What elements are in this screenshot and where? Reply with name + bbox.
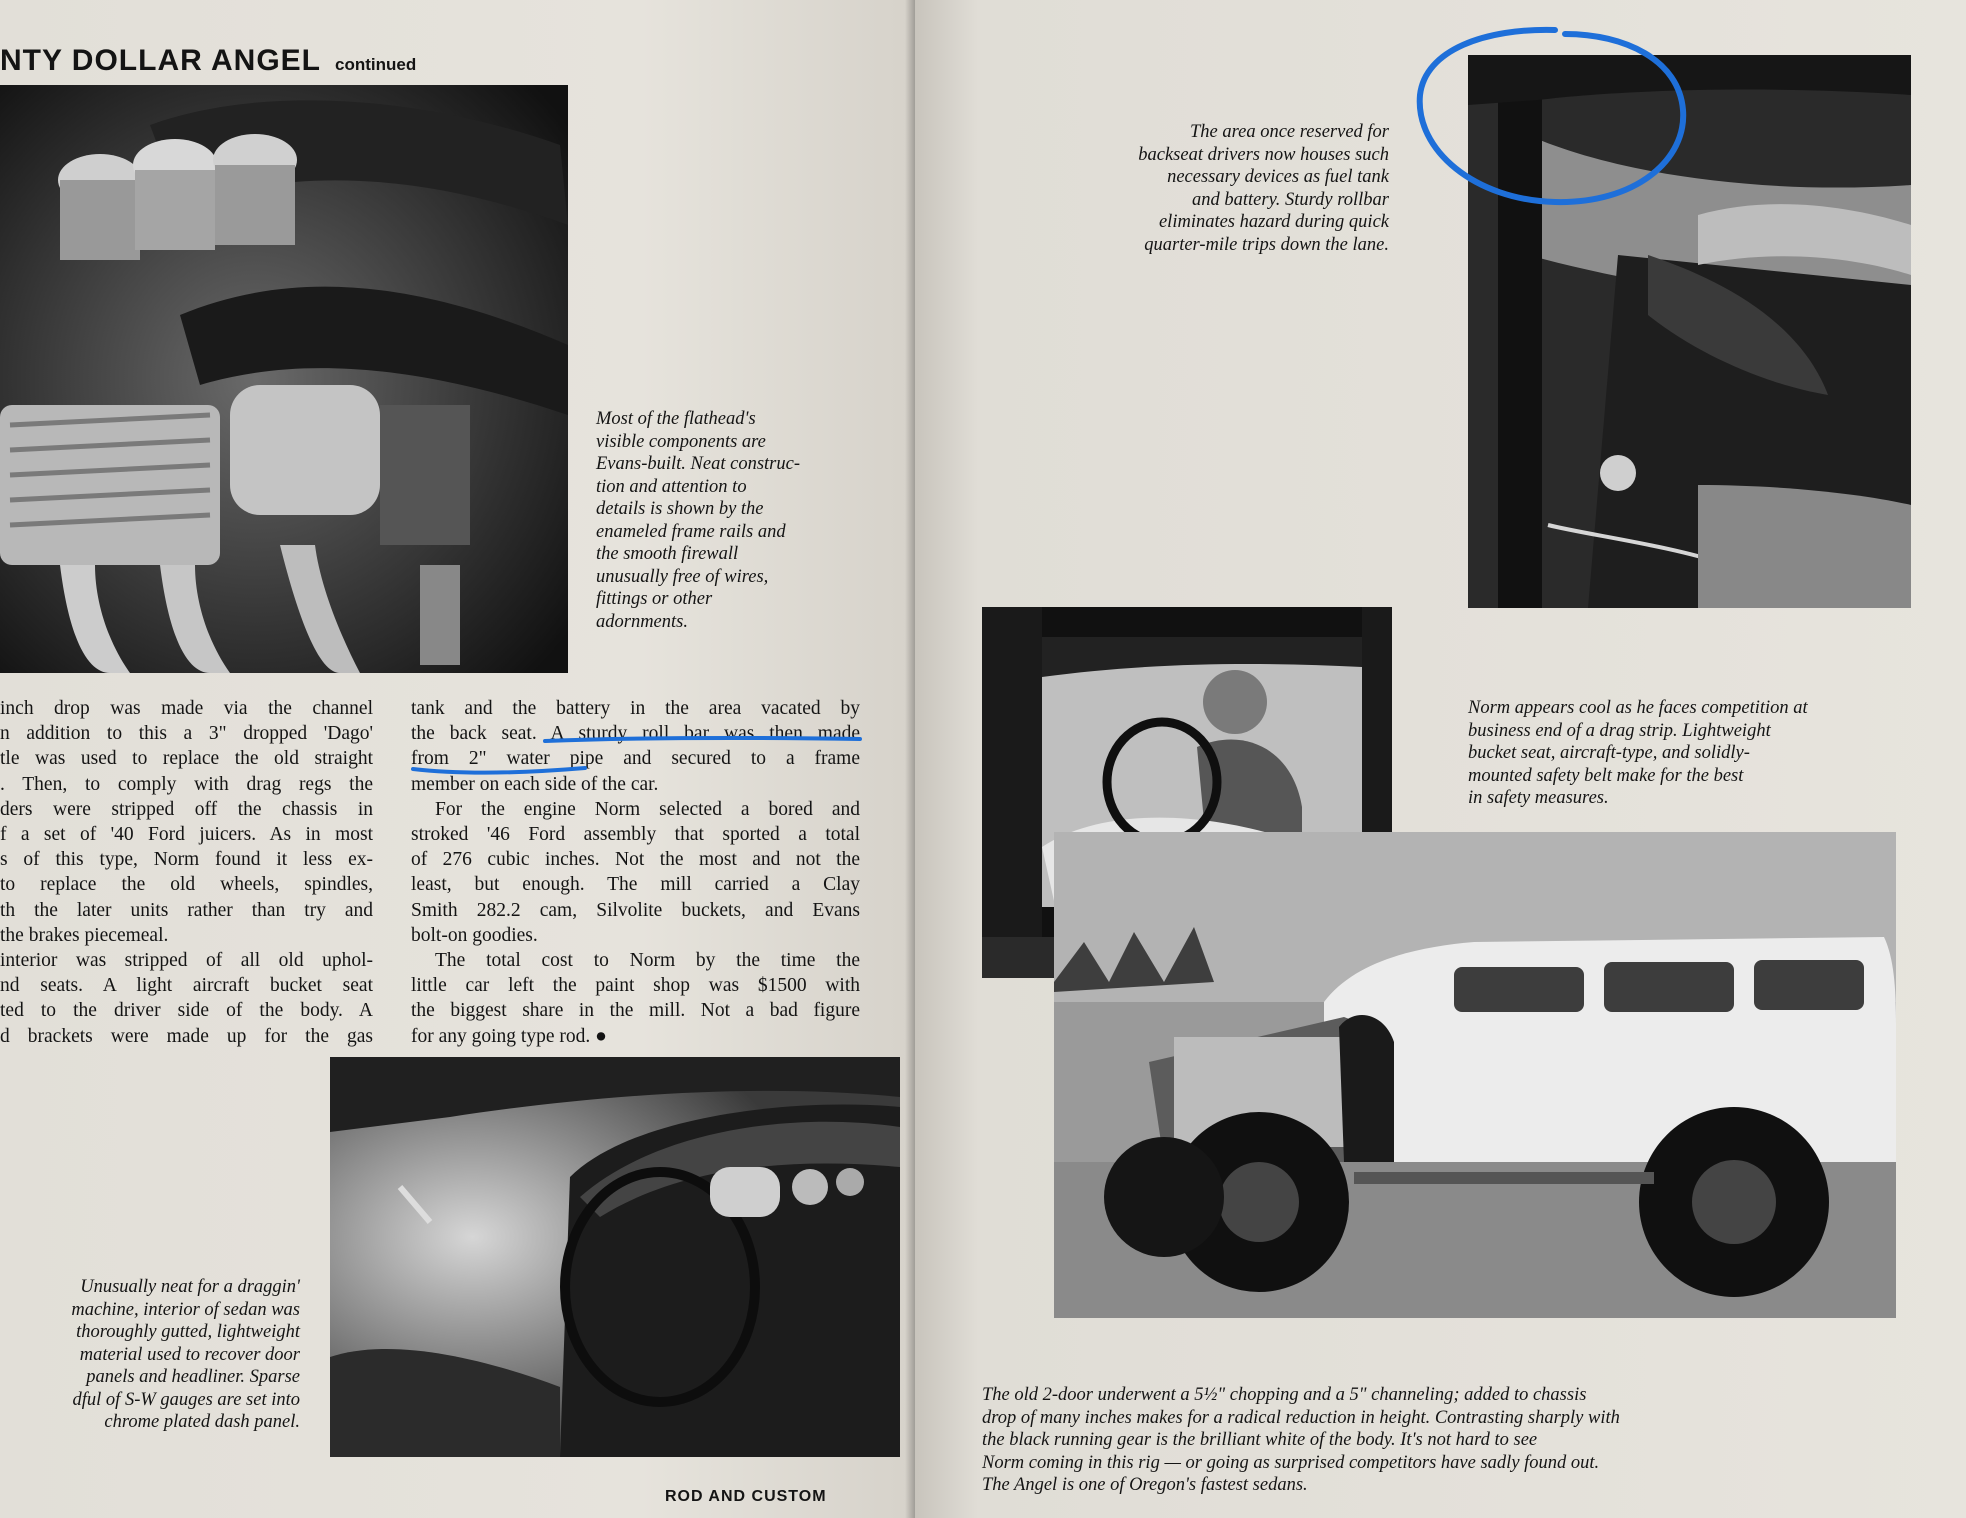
text-line: ted to the driver side of the body. A bbox=[0, 1000, 373, 1022]
caption-line: in safety measures. bbox=[1468, 788, 1609, 808]
caption-line: mounted safety belt make for the best bbox=[1468, 765, 1744, 786]
car-caption bbox=[982, 1384, 1620, 1497]
headline-text: NTY DOLLAR ANGEL bbox=[0, 44, 321, 77]
text-line: s of this type, Norm found it less ex- bbox=[0, 849, 373, 871]
caption-line: details is shown by the bbox=[596, 499, 764, 519]
text-line: ders were stripped off the chassis in bbox=[0, 798, 373, 820]
text-line: inch drop was made via the channel bbox=[0, 698, 373, 719]
text-line: tle was used to replace the old straight bbox=[0, 748, 373, 770]
text-line: For the engine Norm selected a bored and bbox=[435, 798, 860, 820]
magazine-footer: ROD AND CUSTOM bbox=[665, 1488, 827, 1505]
text-line: interior was stripped of all old uphol- bbox=[0, 950, 373, 972]
rollbar-caption bbox=[915, 121, 1389, 256]
text-line: f a set of '40 Ford juicers. As in most bbox=[0, 824, 373, 846]
caption-line: enameled frame rails and bbox=[596, 521, 786, 542]
text-line: bolt-on goodies. bbox=[411, 924, 538, 946]
caption-line: drop of many inches makes for a radical reduction in height. Contrasting sharply with bbox=[982, 1407, 1620, 1428]
engine-photo bbox=[0, 85, 568, 673]
caption-line: dful of S-W gauges are set into bbox=[72, 1389, 300, 1410]
caption-line: The area once reserved for bbox=[1190, 122, 1389, 142]
caption-line: Unusually neat for a draggin' bbox=[80, 1277, 300, 1297]
text-line: stroked '46 Ford assembly that sported a total bbox=[411, 824, 860, 846]
text-line: the back seat. A sturdy roll bar was then made bbox=[411, 723, 860, 745]
caption-line: chrome plated dash panel. bbox=[104, 1412, 300, 1432]
caption-line: fittings or other bbox=[596, 589, 713, 609]
article-headline bbox=[0, 44, 416, 78]
text-line: the biggest share in the mill. Not a bad figure bbox=[411, 1000, 860, 1022]
text-line: for any going type rod. ● bbox=[411, 1025, 607, 1047]
caption-line: unusually free of wires, bbox=[596, 566, 769, 587]
text-line: little car left the paint shop was $1500 with bbox=[411, 975, 860, 997]
caption-line: machine, interior of sedan was bbox=[71, 1299, 300, 1320]
caption-line: necessary devices as fuel tank bbox=[1167, 167, 1389, 187]
text-line: . Then, to comply with drag regs the bbox=[0, 773, 373, 795]
rollbar-photo bbox=[1468, 55, 1911, 608]
caption-line: visible components are bbox=[596, 431, 766, 452]
caption-line: the smooth firewall bbox=[596, 544, 739, 564]
caption-line: Evans-built. Neat construc- bbox=[596, 454, 800, 474]
caption-line: quarter-mile trips down the lane. bbox=[1144, 234, 1389, 255]
article-column-1 bbox=[0, 696, 373, 1049]
interior-caption bbox=[0, 1276, 300, 1434]
text-line: d brackets were made up for the gas bbox=[0, 1025, 373, 1047]
caption-line: the black running gear is the brilliant white of the body. It's not hard to see bbox=[982, 1430, 1538, 1450]
article-column-2 bbox=[411, 696, 860, 1049]
headline-continued: continued bbox=[335, 55, 417, 74]
text-line: The total cost to Norm by the time the bbox=[435, 950, 860, 972]
caption-line: backseat drivers now houses such bbox=[1138, 144, 1389, 165]
text-line: to replace the old wheels, spindles, bbox=[0, 874, 373, 896]
caption-line: Most of the flathead's bbox=[596, 409, 756, 429]
caption-line: The Angel is one of Oregon's fastest sedans. bbox=[982, 1475, 1308, 1495]
caption-line: eliminates hazard during quick bbox=[1158, 212, 1389, 232]
caption-line: panels and headliner. Sparse bbox=[86, 1367, 300, 1387]
engine-caption bbox=[596, 408, 800, 633]
caption-line: and battery. Sturdy rollbar bbox=[1192, 189, 1389, 210]
text-line: from 2" water pipe and secured to a frame bbox=[411, 748, 860, 770]
caption-line: material used to recover door bbox=[79, 1344, 300, 1365]
caption-line: tion and attention to bbox=[596, 476, 747, 497]
text-line: Smith 282.2 cam, Silvolite buckets, and Evans bbox=[411, 899, 860, 921]
caption-line: adornments. bbox=[596, 611, 688, 632]
caption-line: thoroughly gutted, lightweight bbox=[76, 1322, 300, 1342]
left-page bbox=[0, 0, 915, 1518]
caption-line: The old 2-door underwent a 5½" chopping and a 5" channeling; added to chassis bbox=[982, 1385, 1587, 1405]
interior-photo bbox=[330, 1057, 900, 1457]
caption-line: bucket seat, aircraft-type, and solidly- bbox=[1468, 743, 1750, 763]
right-page bbox=[915, 0, 1966, 1518]
text-line: of 276 cubic inches. Not the most and not the bbox=[411, 849, 860, 871]
car-photo bbox=[1054, 832, 1896, 1318]
caption-line: business end of a drag strip. Lightweight bbox=[1468, 720, 1771, 741]
caption-line: Norm coming in this rig — or going as surprised competitors have sadly found out. bbox=[982, 1452, 1600, 1473]
text-line: nd seats. A light aircraft bucket seat bbox=[0, 975, 373, 997]
caption-line: Norm appears cool as he faces competition at bbox=[1468, 698, 1808, 718]
text-line: tank and the battery in the area vacated by bbox=[411, 698, 860, 719]
text-line: least, but enough. The mill carried a Clay bbox=[411, 874, 860, 896]
text-line: th the later units rather than try and bbox=[0, 899, 373, 921]
driver-caption bbox=[1468, 697, 1808, 810]
text-line: member on each side of the car. bbox=[411, 773, 659, 795]
text-line: n addition to this a 3" dropped 'Dago' bbox=[0, 723, 373, 745]
text-line: the brakes piecemeal. bbox=[0, 924, 169, 946]
